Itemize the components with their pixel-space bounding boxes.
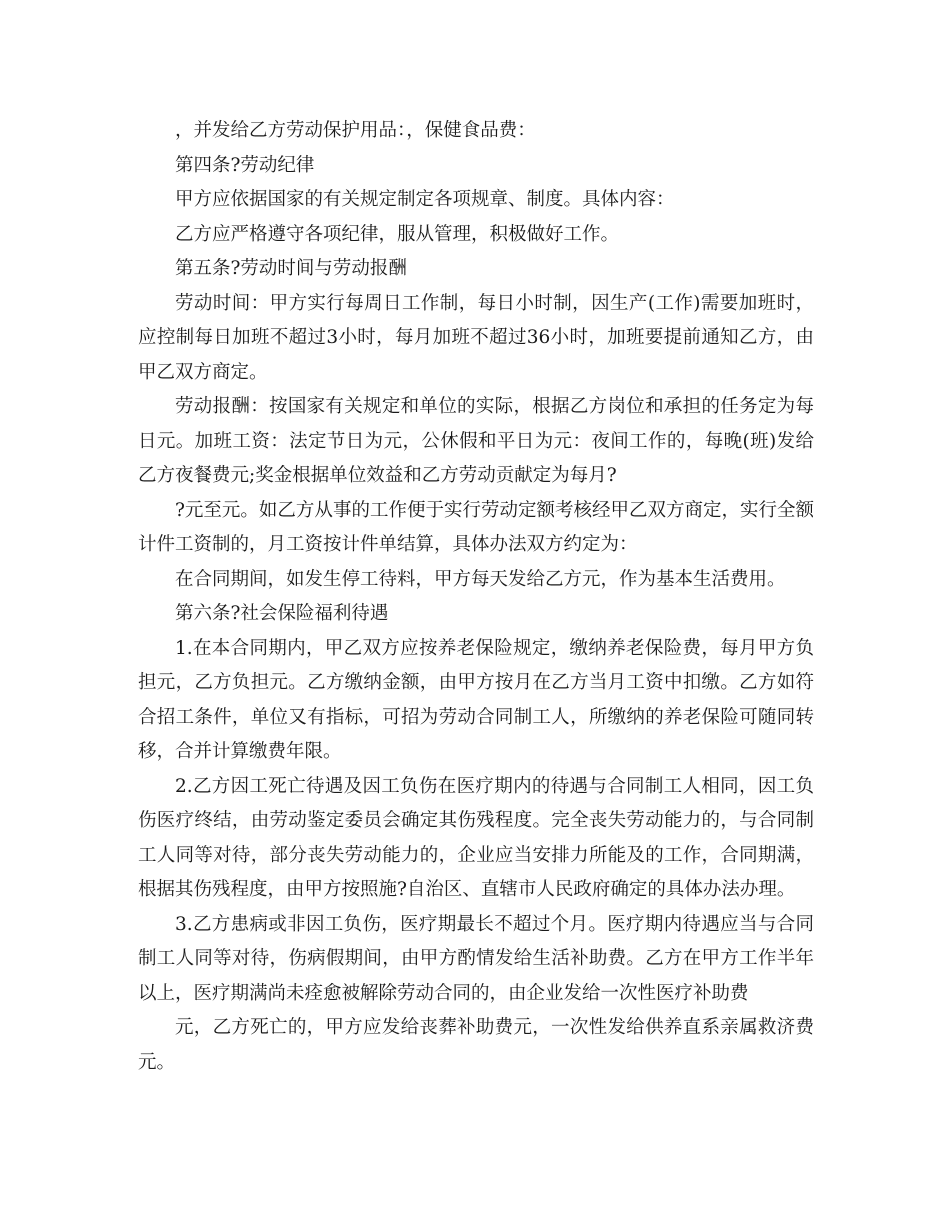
- paragraph-work-stoppage: 在合同期间，如发生停工待料，甲方每天发给乙方元，作为基本生活费用。: [175, 568, 786, 590]
- section-heading-article-4: 第四条?劳动纪律: [175, 154, 315, 176]
- section-heading-article-6: 第六条?社会保险福利待遇: [175, 603, 389, 624]
- paragraph-death-benefits: 元，乙方死亡的，甲方应发给丧葬补助费元，一次性发给供养直系亲属救济费元。: [138, 1017, 814, 1073]
- paragraph-pension-insurance: 1.在本合同期内，甲乙双方应按养老保险规定，缴纳养老保险费，每月甲方负担元，乙方负担元。乙方缴纳金额，由甲方按月在乙方当月工资中扣缴。乙方如符合招工条件，单位又有指标，可招为劳动合同制工人，所缴纳的养老保险可随同转移，合并计算缴费年限。: [138, 637, 814, 762]
- paragraph-sick-leave: 3.乙方患病或非因工负伤，医疗期最长不超过个月。医疗期内待遇应当与合同制工人同等对待，伤病假期间，由甲方酌情发给生活补助费。乙方在甲方工作半年以上，医疗期满尚未痊愈被解除劳动合同的，由企业发给一次性医疗补助费: [138, 913, 814, 1004]
- document-body: [138, 114, 814, 1080]
- paragraph-work-injury: 2.乙方因工死亡待遇及因工负伤在医疗期内的待遇与合同制工人相同，因工负伤医疗终结，由劳动鉴定委员会确定其伤残程度。完全丧失劳动能力的，与合同制工人同等对待，部分丧失劳动能力的，企业应当安排力所能及的工作，合同期满，根据其伤残程度，由甲方按照施?自治区、直辖市人民政府确定的具体办法办理。: [138, 775, 814, 900]
- section-heading-article-5: 第五条?劳动时间与劳动报酬: [175, 258, 407, 279]
- paragraph-piece-rate: ?元至元。如乙方从事的工作便于实行劳动定额考核经甲乙双方商定，实行全额计件工资制的，月工资按计件单结算，具体办法双方约定为：: [138, 499, 814, 555]
- paragraph-working-hours: 劳动时间：甲方实行每周日工作制，每日小时制，因生产(工作)需要加班时，应控制每日加班不超过3小时，每月加班不超过36小时，加班要提前通知乙方，由甲乙双方商定。: [138, 292, 814, 383]
- paragraph-1: ，并发给乙方劳动保护用品：，保健食品费：: [175, 120, 536, 141]
- paragraph-3: 甲方应依据国家的有关规定制定各项规章、制度。具体内容：: [175, 189, 675, 210]
- paragraph-remuneration: 劳动报酬：按国家有关规定和单位的实际，根据乙方岗位和承担的任务定为每日元。加班工资：法定节日为元，公休假和平日为元：夜间工作的，每晚(班)发给乙方夜餐费元;奖金根据单位效益和乙方劳动贡献定为每月?: [138, 396, 814, 486]
- paragraph-4: 乙方应严格遵守各项纪律，服从管理，积极做好工作。: [175, 223, 620, 245]
